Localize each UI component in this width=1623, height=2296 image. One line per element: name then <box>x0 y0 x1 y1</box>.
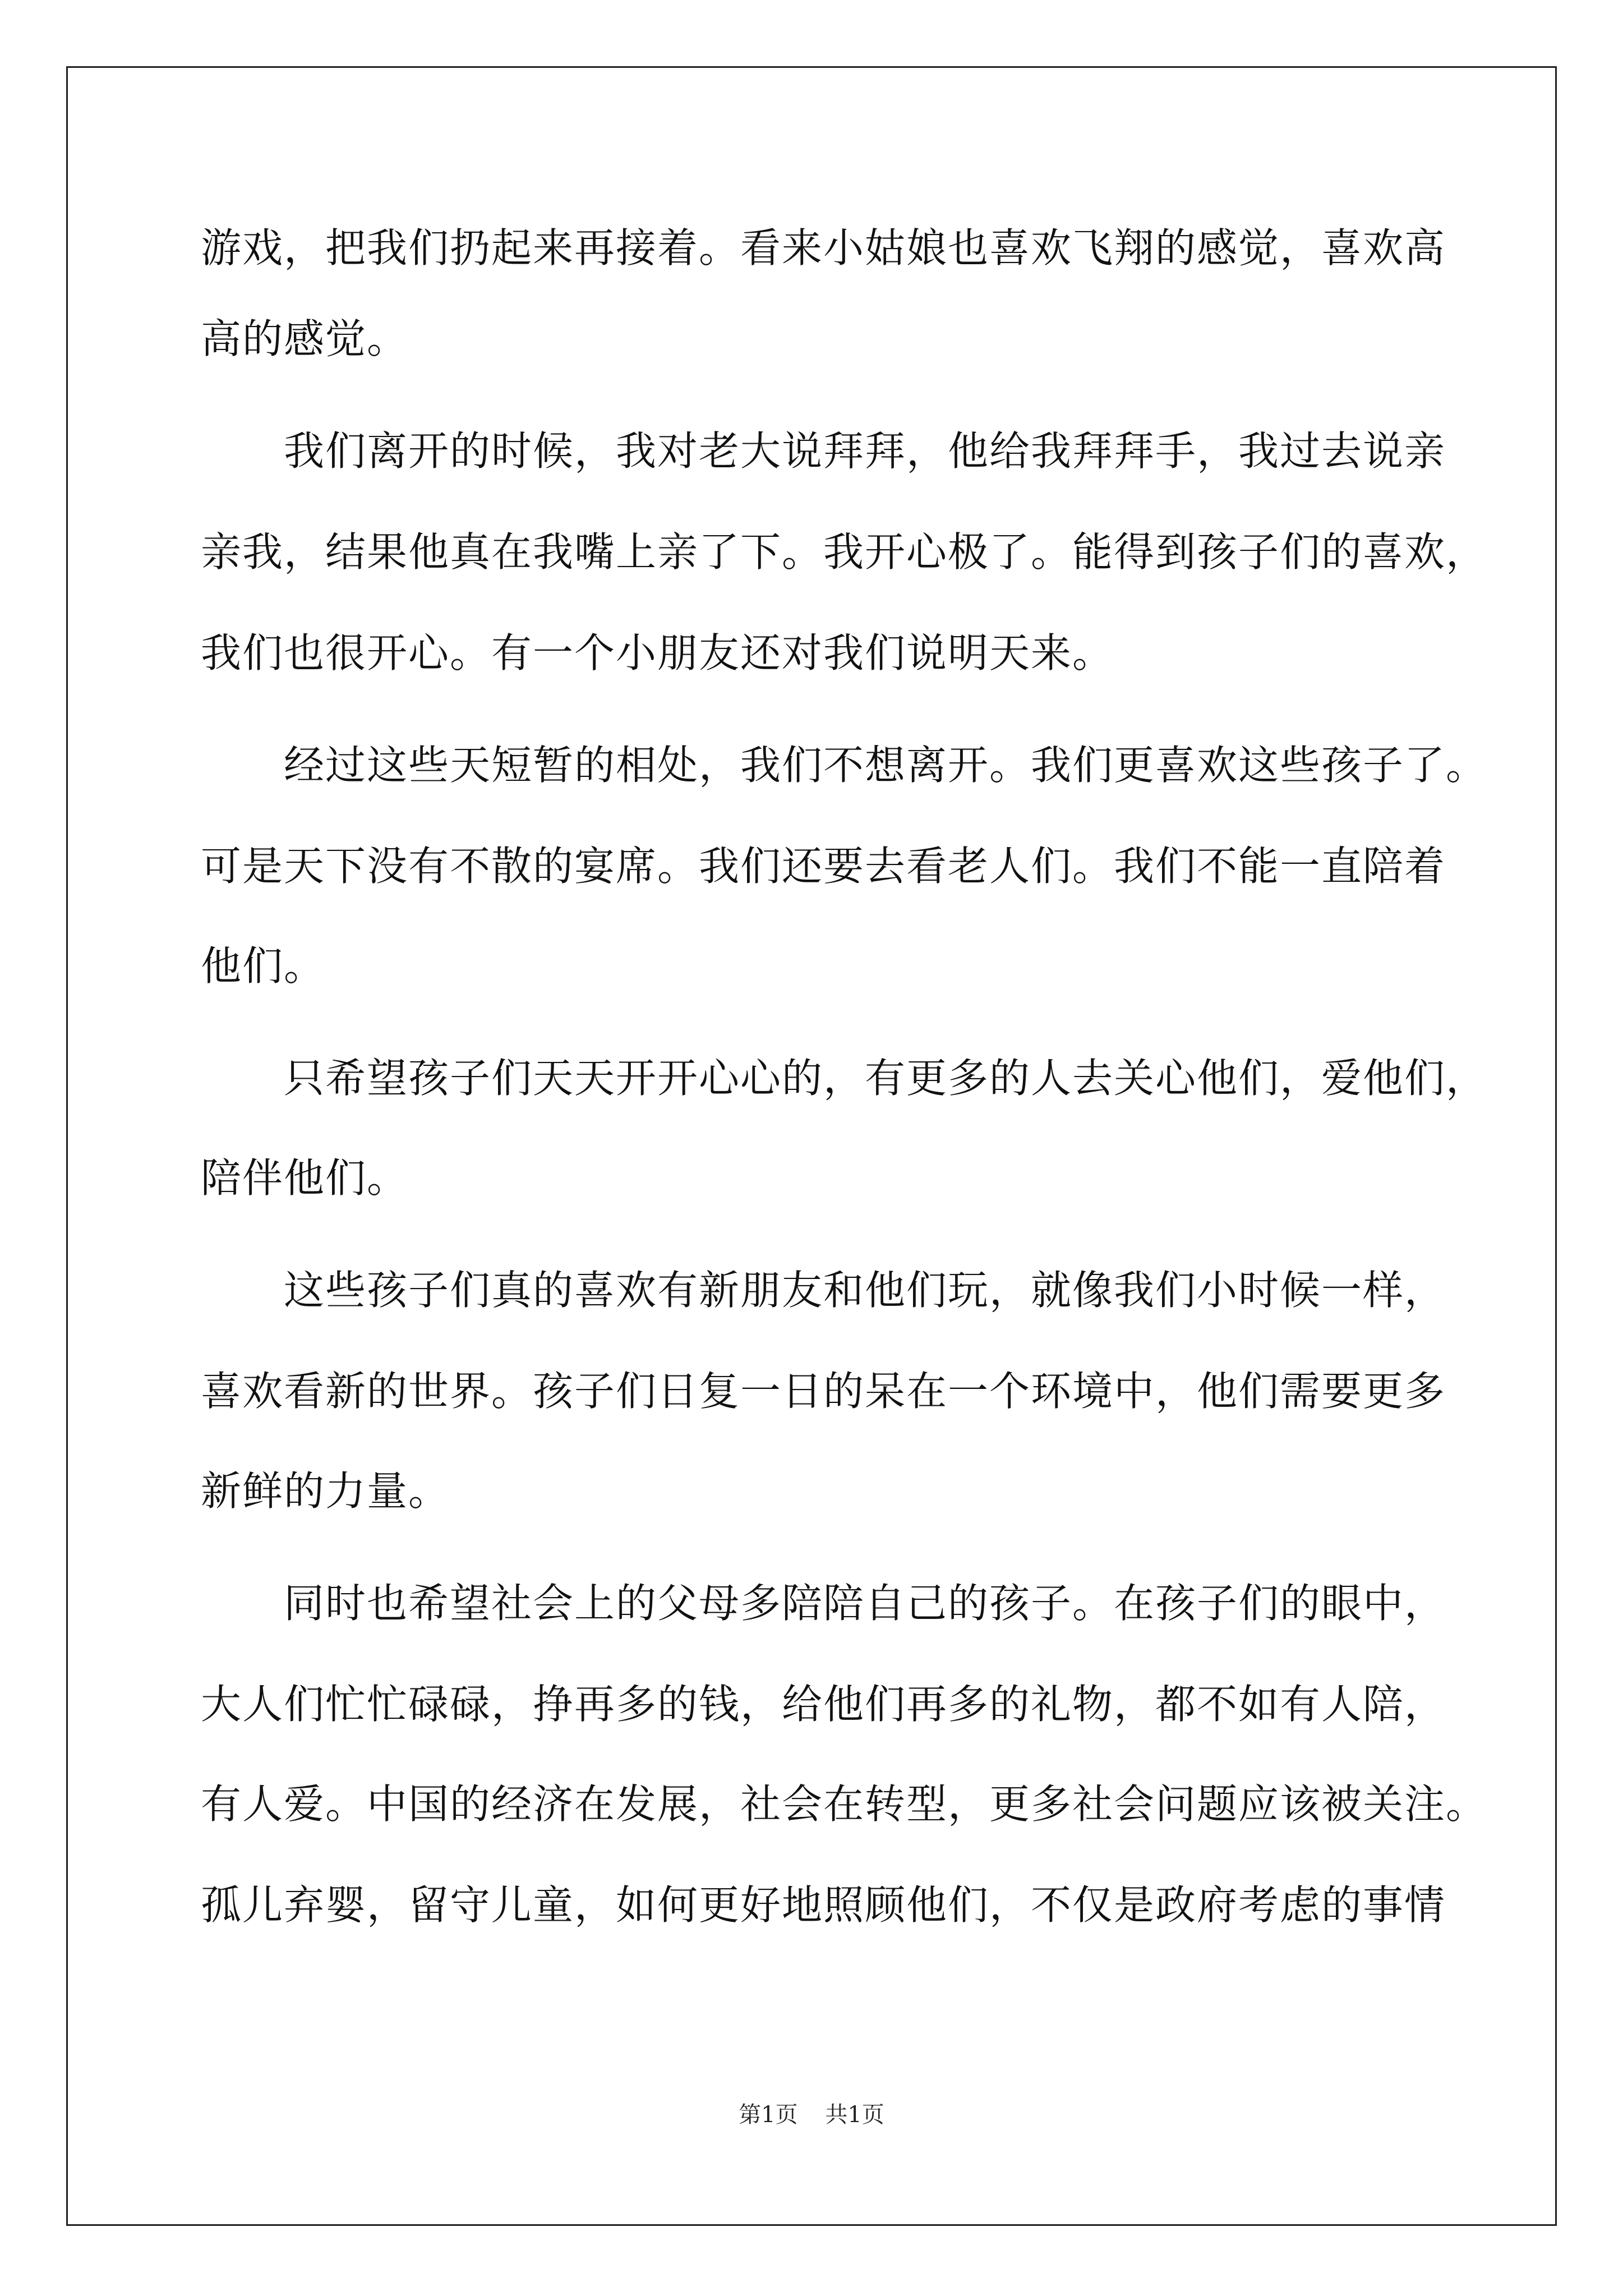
text-line: 喜欢看新的世界。孩子们日复一日的呆在一个环境中，他们需要更多 <box>201 1368 1446 1415</box>
text-line: 我们离开的时候，我对老大说拜拜，他给我拜拜手，我过去说亲 <box>284 427 1446 475</box>
text-line: 可是天下没有不散的宴席。我们还要去看老人们。我们不能一直陪着 <box>201 843 1446 890</box>
page-footer <box>0 2098 1623 2132</box>
text-line: 新鲜的力量。 <box>201 1467 450 1515</box>
text-line: 高的感觉。 <box>201 315 409 362</box>
text-line: 这些孩子们真的喜欢有新朋友和他们玩，就像我们小时候一样， <box>284 1267 1446 1314</box>
text-line: 经过这些天短暂的相处，我们不想离开。我们更喜欢这些孩子了。 <box>284 742 1488 789</box>
text-line: 有人爱。中国的经济在发展，社会在转型，更多社会问题应该被关注。 <box>201 1780 1488 1828</box>
page-number: 第1页 <box>739 2102 798 2128</box>
text-line: 大人们忙忙碌碌，挣再多的钱，给他们再多的礼物，都不如有人陪， <box>201 1681 1446 1728</box>
text-line: 游戏，把我们扔起来再接着。看来小姑娘也喜欢飞翔的感觉，喜欢高 <box>201 224 1446 272</box>
text-line: 同时也希望社会上的父母多陪陪自己的孩子。在孩子们的眼中， <box>284 1580 1446 1627</box>
text-line: 只希望孩子们天天开开心心的，有更多的人去关心他们，爱他们， <box>284 1055 1488 1102</box>
text-line: 亲我，结果他真在我嘴上亲了下。我开心极了。能得到孩子们的喜欢， <box>201 528 1488 576</box>
text-line: 孤儿弃婴，留守儿童，如何更好地照顾他们，不仅是政府考虑的事情 <box>201 1881 1446 1929</box>
page-total: 共1页 <box>825 2102 884 2128</box>
text-line: 我们也很开心。有一个小朋友还对我们说明天来。 <box>201 629 1114 677</box>
text-line: 他们。 <box>201 942 326 990</box>
text-line: 陪伴他们。 <box>201 1154 409 1202</box>
